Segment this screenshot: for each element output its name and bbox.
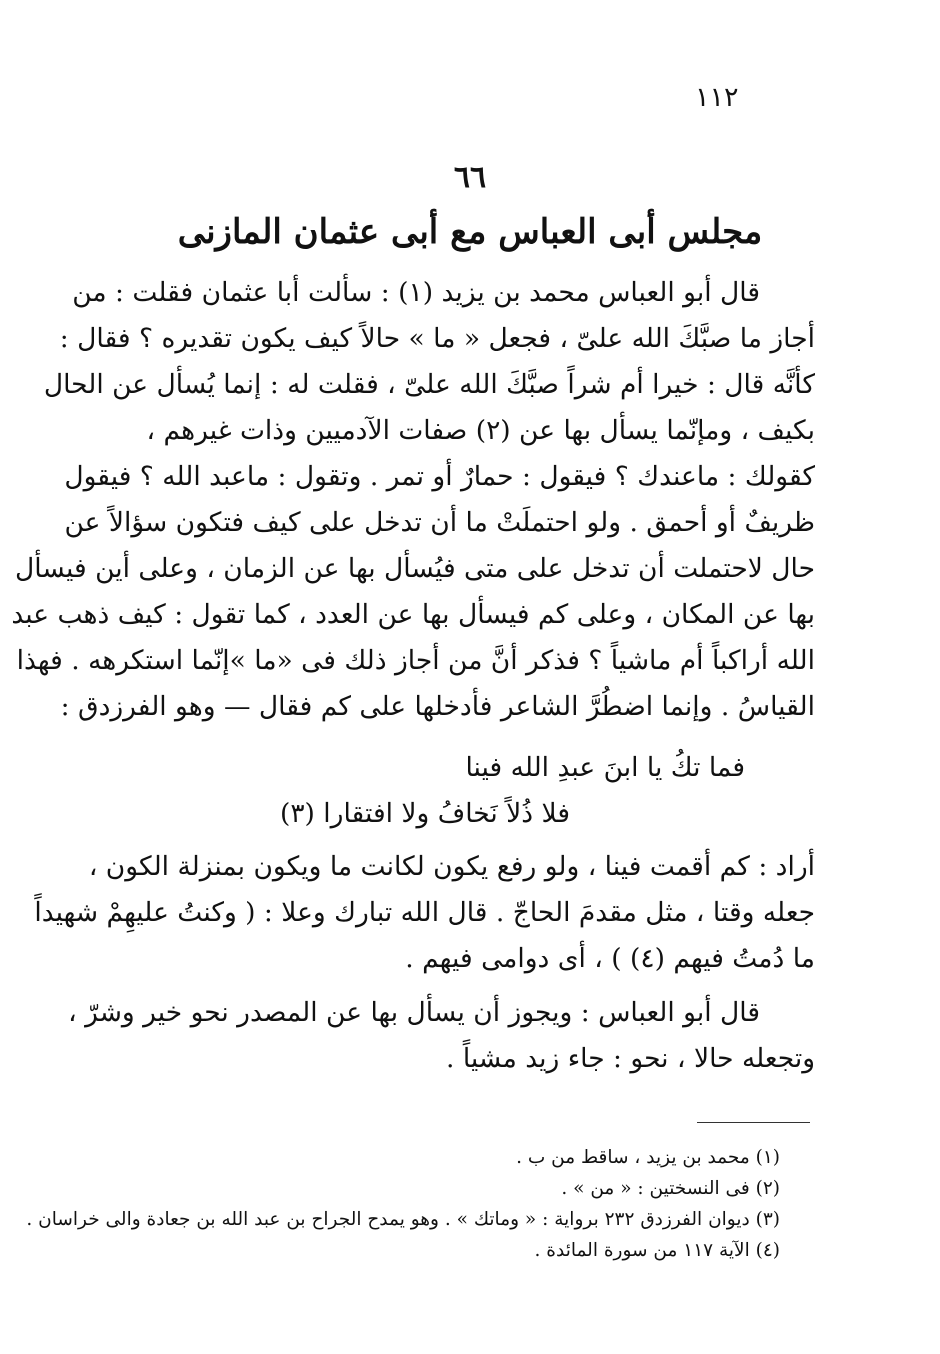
text-line: قال أبو العباس : ويجوز أن يسأل بها عن المصدر نحو خير وشرّ ، xyxy=(68,997,760,1028)
footnotes xyxy=(26,1142,780,1266)
paragraph-2 xyxy=(34,844,815,982)
text-line: الله أراكباً أم ماشياً ؟ فذكر أنَّ من أجاز ذلك فى «ما »إنّما استكرهه . فهذا xyxy=(16,645,815,676)
footnote: (٢) فى النسختين : « من » . xyxy=(561,1178,780,1199)
chapter-title: مجلس أبى العباس مع أبى عثمان المازنى xyxy=(177,212,763,252)
text-line: جعله وقتا ، مثل مقدمَ الحاجّ . قال الله تبارك وعلا : ( وكنتُ عليهِمْ شهيداً xyxy=(34,897,815,928)
paragraph-3 xyxy=(68,990,815,1082)
verse-line-2: فلا ذُلاً نَخافُ ولا افتقارا (٣) xyxy=(279,798,570,829)
footnote: (٣) ديوان الفرزدق ٢٣٢ برواية : « وماتك » . وهو يمدح الجراح بن عبد الله بن جعادة والى خراسان . xyxy=(26,1209,780,1230)
text-line: أراد : كم أقمت فينا ، ولو رفع يكون لكانت ما ويكون بمنزلة الكون ، xyxy=(88,851,815,882)
page-number: ١١٢ xyxy=(695,82,739,113)
footnote: (٤) الآية ١١٧ من سورة المائدة . xyxy=(534,1240,780,1261)
text-line: كقولك : ماعندك ؟ فيقول : حمارٌ أو تمر . وتقول : ماعبد الله ؟ فيقول xyxy=(64,461,815,492)
verse-line-1: فما تكُ يا ابنَ عبدِ الله فينا xyxy=(465,752,745,783)
footnote: (١) محمد بن يزيد ، ساقط من ب . xyxy=(516,1147,780,1168)
text-line: وتجعله حالا ، نحو : جاء زيد مشياً . xyxy=(446,1043,815,1074)
text-line: حال لاحتملت أن تدخل على متى فيُسأل بها عن الزمان ، وعلى أين فيسأل xyxy=(15,553,815,584)
text-line: القياسُ . وإنما اضطُرَّ الشاعر فأدخلها على كم فقال — وهو الفرزدق : xyxy=(60,691,815,722)
paragraph-1 xyxy=(11,270,815,730)
footnote-divider xyxy=(697,1122,810,1123)
text-line: بكيف ، ومإنّما يسأل بها عن (٢) صفات الآدميين وذات غيرهم ، xyxy=(146,415,815,446)
text-line: ما دُمتُ فيهم (٤) ) ، أى دوامى فيهم . xyxy=(405,943,815,974)
text-line: بها عن المكان ، وعلى كم فيسأل بها عن العدد ، كما تقول : كيف ذهب عبد xyxy=(11,599,815,630)
text-line: ظريفٌ أو أحمق . ولو احتملَتْ ما أن تدخل على كيف فتكون سؤالاً عن xyxy=(64,507,815,538)
section-number: ٦٦ xyxy=(453,160,487,195)
text-line: كأنَّه قال : خيرا أم شراً صبَّكَ الله علىّ ، فقلت له : إنما يُسأل عن الحال xyxy=(43,369,815,400)
text-line: قال أبو العباس محمد بن يزيد (١) : سألت أبا عثمان فقلت : من xyxy=(72,277,760,308)
text-line: أجاز ما صبَّكَ الله علىّ ، فجعل « ما » حالاً كيف يكون تقديره ؟ فقال : xyxy=(59,323,815,354)
